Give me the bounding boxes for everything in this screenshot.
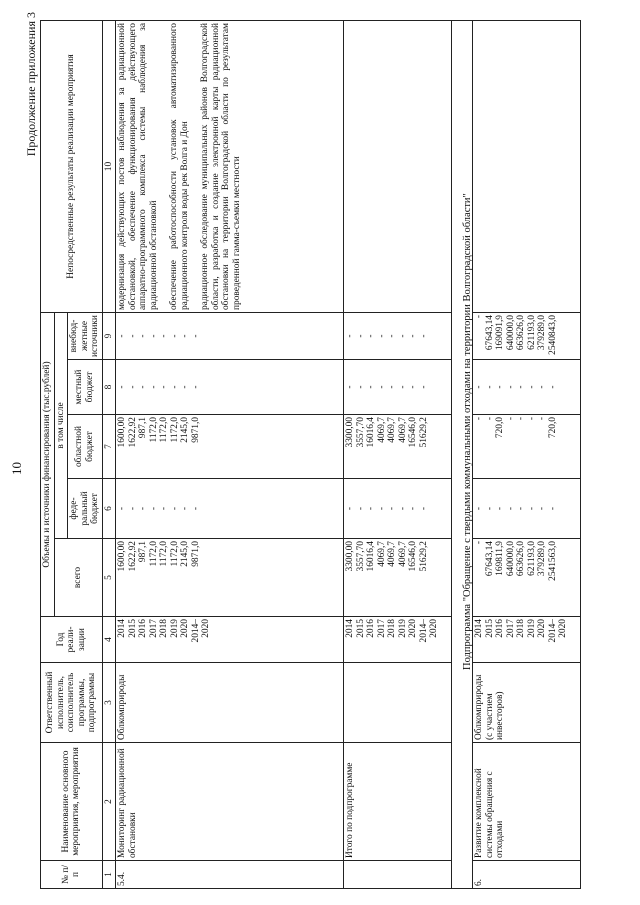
header-fed: феде-ральный бюджет [68, 479, 103, 539]
col-number: 9 [102, 313, 116, 360]
row-reg: 3300,00 3557,70 16016,4 4069,7 4069,7 4069,7 16546,0 51629,2 [344, 415, 452, 479]
header-loc: местный бюджет [68, 360, 103, 415]
subprogram-title: Подпрограмма "Обращение с твердыми коммунальными отходами на территории Волгоградской области" [462, 193, 473, 670]
program-table [40, 20, 581, 889]
header-finance: Объемы и источники финансирования (тыс.рублей) [41, 313, 55, 617]
row-name: Итого по подпрограмме [344, 743, 452, 861]
column-number-row [102, 21, 116, 889]
row-num: 6. [473, 861, 581, 889]
row-total: 1600,00 1622,92 987,1 1172,0 1172,0 1172,0 2145,0 9871,0 [116, 539, 344, 617]
table-row [344, 21, 452, 889]
continuation-label: Продолжение приложения 3 [24, 12, 38, 157]
row-fed: - - - - - - - - [473, 479, 581, 539]
table-row [116, 21, 344, 889]
row-fed: - - - - - - - - [116, 479, 344, 539]
header-ext: внебюд-жетные источники [68, 313, 103, 360]
col-number: 1 [102, 861, 116, 889]
col-number: 7 [102, 415, 116, 479]
header-incl: в том числе [54, 313, 68, 539]
header-reg: областной бюджет [68, 415, 103, 479]
col-number: 8 [102, 360, 116, 415]
page-number: 10 [9, 462, 24, 475]
table-row [473, 21, 581, 889]
header-exec: Ответственный исполнитель, соисполнитель программы, подпрограммы [41, 663, 103, 743]
col-number: 2 [102, 743, 116, 861]
header-name: Наименование основного мероприятия, мероприятия [41, 743, 103, 861]
row-reg: - - 720,0 - - - - 720,0 [473, 415, 581, 479]
header-row-1 [41, 21, 55, 889]
result-item: модернизация действующих постов наблюдения за радиационной обстановкой, обеспечение функционирования действующего аппаратно-программного комплекса системы наблюдения за радиационной обстановкой [117, 23, 159, 310]
row-name: Мониторинг радиационной обстановки [116, 743, 344, 861]
col-number: 3 [102, 663, 116, 743]
row-years: 2014 2015 2016 2017 2018 2019 2020 2014–2020 [344, 617, 452, 663]
row-num: 5.4. [116, 861, 344, 889]
row-total: - 67643,14 169811,9 640000,0 663626,0 621193,0 379289,0 2541563,0 [473, 539, 581, 617]
col-number: 5 [102, 539, 116, 617]
header-results: Непосредственные результаты реализации мероприятия [41, 21, 103, 313]
header-num: № п/п [41, 861, 103, 889]
row-total: 3300,00 3557,70 16016,4 4069,7 4069,7 4069,7 16546,0 51629,2 [344, 539, 452, 617]
row-reg: 1600,00 1622,92 987,1 1172,0 1172,0 1172,0 2145,0 9871,0 [116, 415, 344, 479]
col-number: 10 [102, 21, 116, 313]
result-item: обеспечение работоспособности установок автоматизированного радиационного контроля воды рек Волга и Дон [169, 23, 190, 310]
col-number: 4 [102, 617, 116, 663]
row-ext: - 67643,14 169091,9 640000,0 663626,0 621193,0 379289,0 2540843,0 [473, 313, 581, 360]
row-exec: Облкомприроды (с участием инвесторов) [473, 663, 581, 743]
result-item: радиационное обследование муниципальных районов Волгоградской области, разработка и создание электронной карты радиационной обстановки на территории Волгоградской области по результатам проведенной гамма-съемки местности [200, 23, 242, 310]
row-years: 2014 2015 2016 2017 2018 2019 2020 2014–2020 [473, 617, 581, 663]
row-ext: - - - - - - - - [344, 313, 452, 360]
row-fed: - - - - - - - - [344, 479, 452, 539]
row-ext: - - - - - - - - [116, 313, 344, 360]
row-exec: Облкомприроды [116, 663, 344, 743]
header-total: всего [54, 539, 102, 617]
row-loc: - - - - - - - - [473, 360, 581, 415]
row-loc: - - - - - - - - [344, 360, 452, 415]
row-results [116, 21, 344, 313]
col-number: 6 [102, 479, 116, 539]
row-years: 2014 2015 2016 2017 2018 2019 2020 2014–2020 [116, 617, 344, 663]
row-loc: - - - - - - - - [116, 360, 344, 415]
row-name: Развитие комплексной системы обращения с отходами [473, 743, 581, 861]
header-year: Год реали-зации [41, 617, 103, 663]
